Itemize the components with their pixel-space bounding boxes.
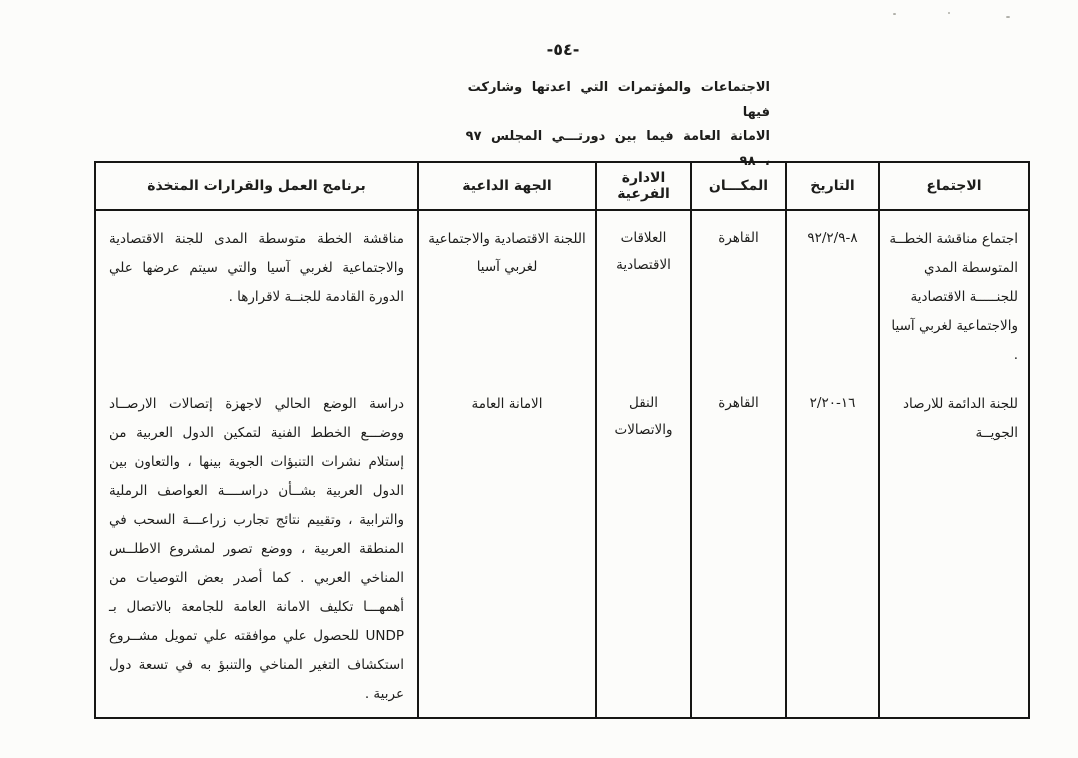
row2-meeting-cell: للجنة الدائمة للارصاد الجويــة (879, 376, 1029, 718)
row2-program-cell: دراسة الوضع الحالي لاجهزة إتصالات الارصــاد ووضـــع الخطط الفنية لتمكين الدول العربية من إستلام نشرات التنبؤات الجوية بينها ، والتعاون بين الدول العربية بشــأن دراســــة العواصف الرملية والترابية ، وتقييم نتائج تجارب زراعـــة السحب في المنطقة العربية ، ووضع تصور لمشروع الاطلــس المناخي العربي . كما أصدر بعض التوصيات من أهمهـــا تكليف الامانة العامة للجامعة بالاتصال بـ UNDP للحصول علي موافقته علي تمويل مشــروع استكشاف التغير المناخي والتنبؤ به في تسعة دول عربية . (95, 376, 418, 718)
table-row (95, 210, 1029, 376)
heading-line-2: الامانة العامة فيما بين دورتـــي المجلس ٩٧ ، ٩٨ (465, 129, 770, 170)
row2-date-cell (786, 376, 879, 718)
scan-speck (1006, 16, 1010, 18)
row2-inviting-body-cell: الامانة العامة (418, 376, 596, 718)
row1-meeting-cell: اجتماع مناقشة الخطــة المتوسطة المدي للجنـــــة الاقتصادية والاجتماعية لغربي آسيا . (879, 210, 1029, 376)
table-row (95, 376, 1029, 718)
column-header-inviting-body: الجهة الداعية (418, 162, 596, 210)
row2-sub-department-cell: النقل والاتصالات (596, 376, 691, 718)
row1-date-cell (786, 210, 879, 376)
row2-place-cell: القاهرة (691, 376, 786, 718)
heading-line-1: الاجتماعات والمؤتمرات التي اعدتها وشاركت فيها (467, 80, 770, 120)
row2-date-value: ٢/٢٠-١٦ (809, 395, 856, 412)
meetings-table-wrap (94, 161, 1030, 719)
column-header-date: التاريخ (786, 162, 879, 210)
row1-sub-department-cell: العلاقات الاقتصادية (596, 210, 691, 376)
row1-program-cell: مناقشة الخطة متوسطة المدى للجنة الاقتصادية والاجتماعية لغربي آسيا والتي سيتم عرضها علي الدورة القادمة للجنــة لاقرارها . (95, 210, 418, 376)
column-header-sub-department: الادارة الفرعية (596, 162, 691, 210)
column-header-meeting: الاجتماع (879, 162, 1029, 210)
scan-speck (948, 12, 950, 14)
row1-inviting-body-cell: اللجنة الاقتصادية والاجتماعية لغربي آسيا (418, 210, 596, 376)
document-heading (462, 76, 770, 175)
meetings-table (94, 161, 1030, 719)
column-header-place: المكـــان (691, 162, 786, 210)
row1-date-value: ٩٢/٢/٩-٨ (807, 230, 858, 246)
row1-place-cell: القاهرة (691, 210, 786, 376)
column-header-program: برنامج العمل والقرارات المتخذة (95, 162, 418, 210)
page-number: -٥٤- (546, 40, 580, 59)
scan-speck (893, 13, 896, 15)
table-header-row (95, 162, 1029, 210)
